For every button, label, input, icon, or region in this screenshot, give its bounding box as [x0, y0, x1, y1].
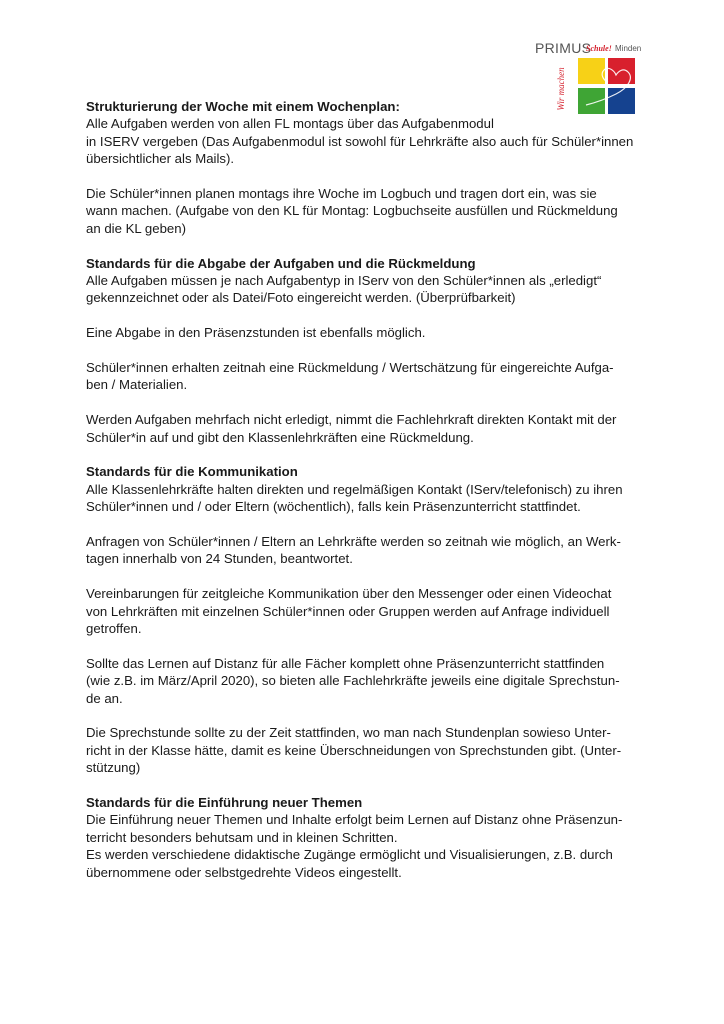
text-line: von Lehrkräften mit einzelnen Schüler*innen oder Gruppen werden auf Anfrage individuell — [86, 603, 610, 619]
text-line: in ISERV vergeben (Das Aufgabenmodul ist sowohl für Lehrkräfte also auch für Schüler*innen — [86, 133, 634, 149]
text-line: Eine Abgabe in den Präsenzstunden ist ebenfalls möglich. — [86, 325, 426, 341]
text-line: übernommene oder selbstgedrehte Videos eingestellt. — [86, 864, 402, 880]
section-heading-abgabe: Standards für die Abgabe der Aufgaben und die Rückmeldung — [86, 255, 476, 271]
section-heading-kommunikation: Standards für die Kommunikation — [86, 464, 298, 480]
text-line: Anfragen von Schüler*innen / Eltern an Lehrkräfte werden so zeitnah wie möglich, an Werk- — [86, 534, 621, 550]
text-line: Vereinbarungen für zeitgleiche Kommunikation über den Messenger oder einen Videochat — [86, 586, 612, 602]
text-line: Alle Aufgaben werden von allen FL montags über das Aufgabenmodul — [86, 116, 494, 132]
text-line: Die Sprechstunde sollte zu der Zeit stattfinden, wo man nach Stundenplan sowieso Unter- — [86, 725, 611, 741]
logo-city: Minden — [615, 44, 642, 53]
text-line: terricht besonders behutsam und in kleinen Schritten. — [86, 829, 398, 845]
text-line: Es werden verschiedene didaktische Zugänge ermöglicht und Visualisierungen, z.B. durch — [86, 847, 613, 863]
text-line: Werden Aufgaben mehrfach nicht erledigt, nimmt die Fachlehrkraft direkten Kontakt mit der — [86, 412, 617, 428]
text-line: Die Einführung neuer Themen und Inhalte erfolgt beim Lernen auf Distanz ohne Präsenzun- — [86, 812, 623, 828]
text-line: an die KL geben) — [86, 220, 186, 236]
text-line: tagen innerhalb von 24 Stunden, beantwortet. — [86, 551, 353, 567]
logo-schule: Schule! — [586, 44, 612, 53]
text-line: de an. — [86, 690, 123, 706]
text-line: Sollte das Lernen auf Distanz für alle Fächer komplett ohne Präsenzunterricht stattfinden — [86, 655, 605, 671]
text-line: wann machen. (Aufgabe von den KL für Montag: Logbuchseite ausfüllen und Rückmeldung — [86, 203, 618, 219]
text-line: Alle Klassenlehrkräfte halten direkten und regelmäßigen Kontakt (IServ/telefonisch) zu ihren — [86, 481, 623, 497]
logo-brand: PRIMUS — [535, 40, 592, 56]
text-line: Die Schüler*innen planen montags ihre Woche im Logbuch und tragen dort ein, was sie — [86, 186, 597, 202]
text-line: gekennzeichnet oder als Datei/Foto eingereicht werden. (Überprüfbarkeit) — [86, 290, 516, 306]
section-heading-wochenplan: Strukturierung der Woche mit einem Wochenplan: — [86, 99, 400, 114]
text-line: Alle Aufgaben müssen je nach Aufgabentyp in IServ von den Schüler*innen als „erledigt“ — [86, 273, 602, 289]
text-line: Schüler*innen erhalten zeitnah eine Rückmeldung / Wertschätzung für eingereichte Aufga- — [86, 360, 614, 376]
text-line: Schüler*in auf und gibt den Klassenlehrkräften eine Rückmeldung. — [86, 429, 474, 445]
section-heading-einfuehrung: Standards für die Einführung neuer Themen — [86, 795, 363, 811]
text-line: (wie z.B. im März/April 2020), so bieten alle Fachlehrkräfte jeweils eine digitale Sprechstun- — [86, 673, 620, 689]
text-line: richt in der Klasse hätte, damit es keine Überschneidungen von Sprechstunden gibt. (Unter- — [86, 742, 622, 758]
text-line: ben / Materialien. — [86, 377, 188, 393]
document-body — [86, 98, 656, 881]
text-line: übersichtlicher als Mails). — [86, 151, 235, 167]
logo-slogan: Wir machen — [556, 67, 566, 111]
text-line: stützung) — [86, 760, 141, 776]
text-line: Schüler*innen und / oder Eltern (wöchentlich), falls kein Präsenzunterricht stattfindet. — [86, 499, 581, 515]
text-line: getroffen. — [86, 621, 142, 637]
